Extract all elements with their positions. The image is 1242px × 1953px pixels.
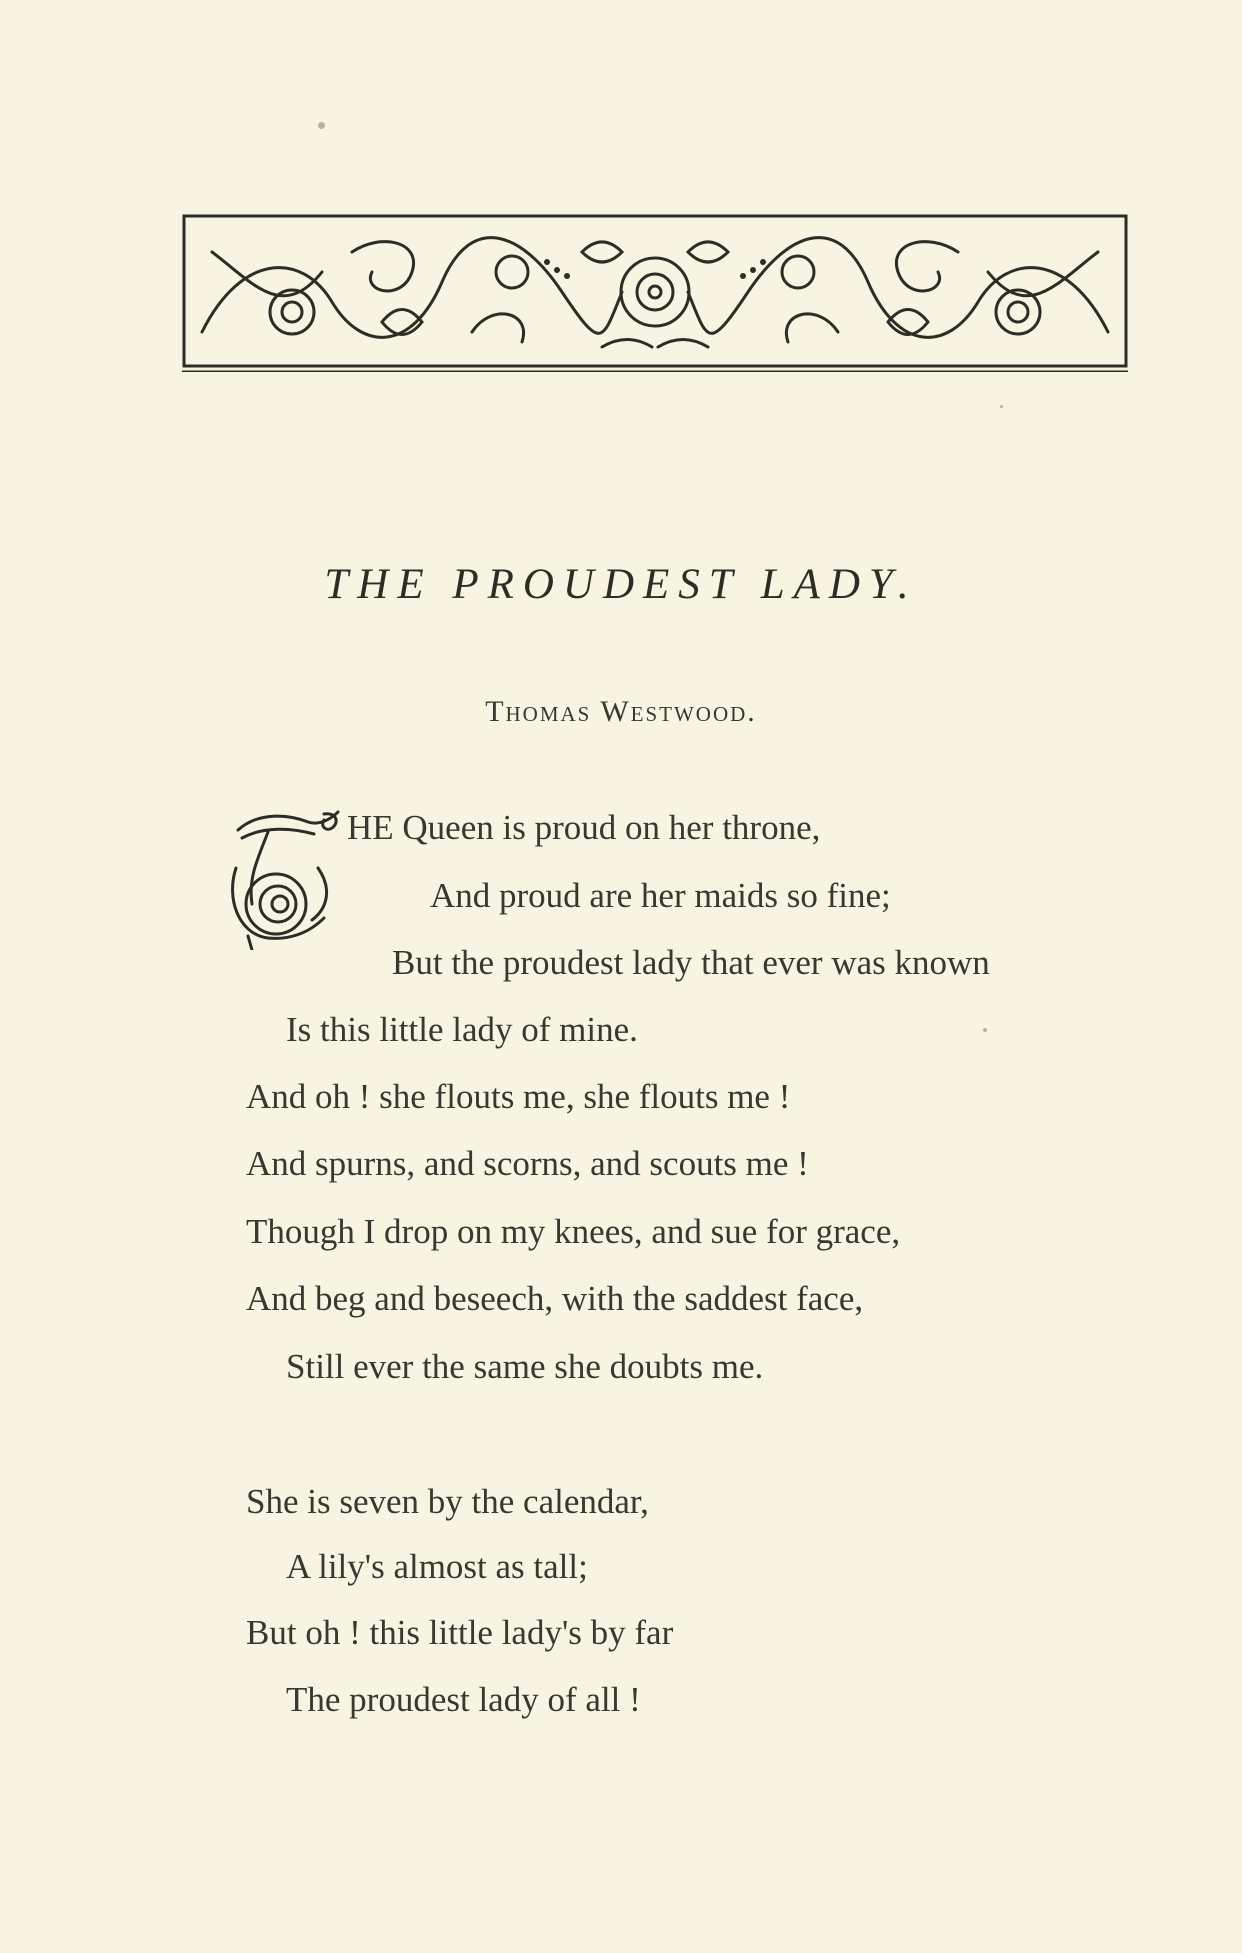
poem-line-6: And spurns, and scorns, and scouts me ! — [246, 1144, 809, 1183]
poem-line-11: A lily's almost as tall; — [286, 1547, 588, 1586]
poem-line-4: Is this little lady of mine. — [286, 1010, 638, 1049]
paper-speck — [318, 122, 325, 129]
poem-line-9: Still ever the same she doubts me. — [286, 1347, 764, 1386]
paper-speck — [1000, 405, 1003, 408]
paper-speck — [983, 1028, 987, 1032]
poem-title: THE PROUDEST LADY. — [324, 561, 918, 608]
poem-line-7: Though I drop on my knees, and sue for grace, — [246, 1212, 901, 1251]
floral-headpiece-ornament — [182, 212, 1128, 372]
poem-line-3: But the proudest lady that ever was known — [392, 943, 990, 982]
poem-line-10: She is seven by the calendar, — [246, 1482, 649, 1521]
poem-line-5: And oh ! she flouts me, she flouts me ! — [246, 1077, 791, 1116]
poem-line-2: And proud are her maids so fine; — [430, 876, 891, 915]
poem-line-8: And beg and beseech, with the saddest face, — [246, 1279, 864, 1318]
drop-cap-ornament — [228, 808, 344, 950]
poem-line-1: HE Queen is proud on her throne, — [347, 808, 821, 847]
poem-author: Thomas Westwood. — [485, 695, 757, 728]
poem-line-13: The proudest lady of all ! — [286, 1680, 641, 1719]
poem-line-12: But oh ! this little lady's by far — [246, 1613, 674, 1652]
